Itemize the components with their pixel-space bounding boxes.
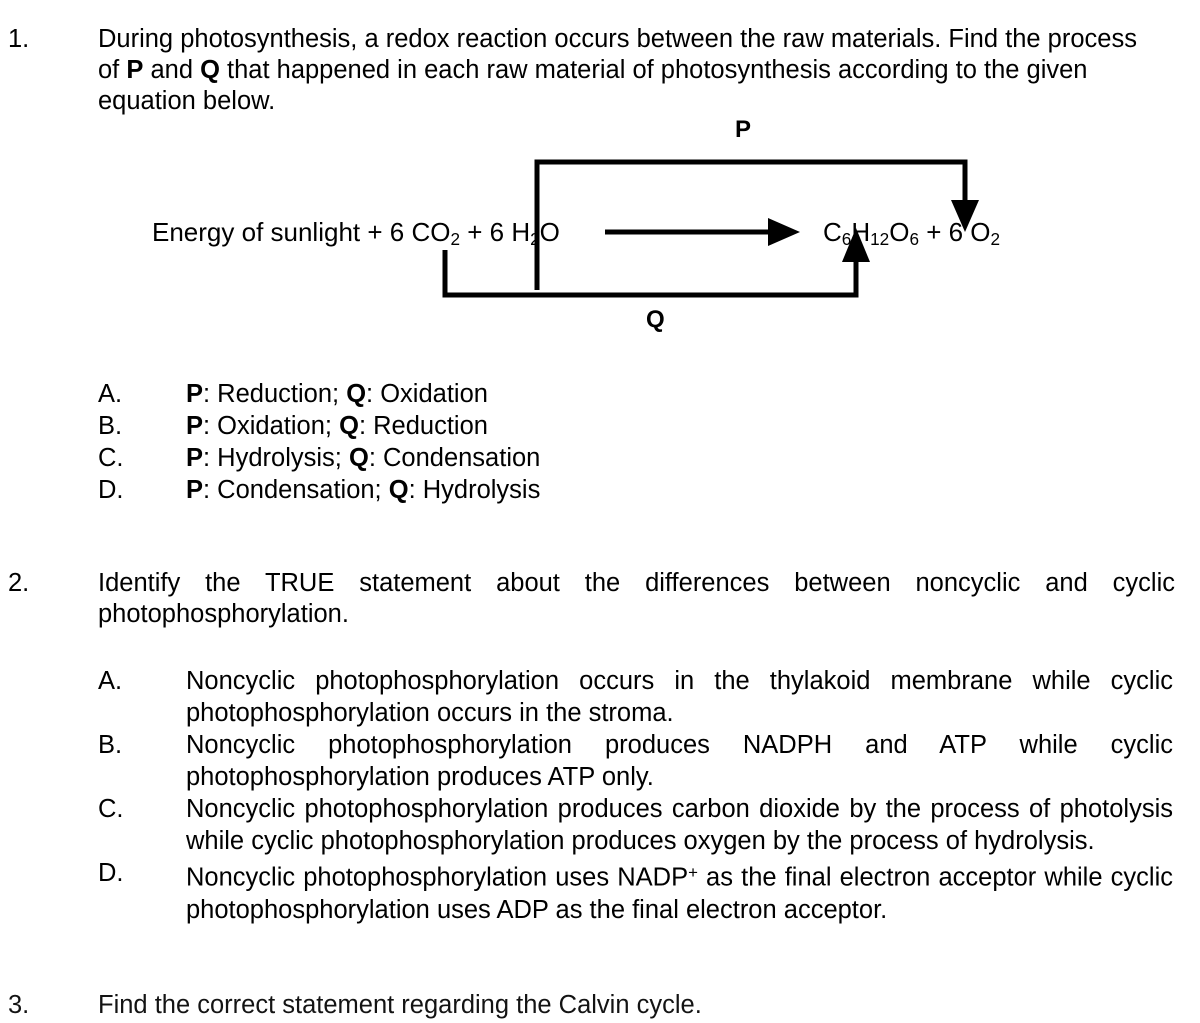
option-2-d[interactable] (98, 857, 1173, 926)
equation-reactants (152, 217, 560, 254)
option-2-d-post-sup: as the final electron acceptor while cyclic photophosphorylation uses ADP as the final electron acceptor. (186, 863, 1173, 924)
option-2-a[interactable] (98, 665, 1173, 729)
bracket-q-path (445, 250, 856, 295)
question-1-options (98, 378, 798, 506)
reactants-join: + 6 H (460, 217, 531, 247)
option-2-b[interactable] (98, 729, 1173, 793)
option-1-b-suffix: : Reduction (358, 412, 488, 440)
question-3-cutoff (0, 991, 1200, 1023)
option-1-b-bold-p: P (186, 412, 204, 440)
option-1-c-letter: C. (98, 444, 124, 472)
option-1-c-mid: : Hydrolysis; (203, 444, 349, 472)
option-1-d-bold-p: P (186, 476, 204, 504)
option-1-a-letter: A. (98, 380, 123, 408)
reactants-tail: O (539, 217, 560, 247)
option-2-d-superscript-plus: + (688, 863, 698, 882)
option-1-d-text (186, 474, 540, 506)
photosynthesis-equation-diagram (0, 110, 1200, 345)
question-1-stem-part-2: and (143, 56, 201, 84)
option-1-a-suffix: : Oxidation (366, 380, 488, 408)
option-2-d-letter: D. (98, 859, 124, 887)
option-1-a-mid: : Reduction; (203, 380, 347, 408)
equation-products (823, 217, 1000, 254)
option-2-b-text: Noncyclic photophosphorylation produces NADPH and ATP while cyclic photophosphorylation produces ATP only. (186, 731, 1173, 791)
label-p: P (735, 116, 752, 143)
products-o2-subscript: 2 (990, 228, 1001, 249)
option-2-c-text: Noncyclic photophosphorylation produces carbon dioxide by the process of photolysis while cyclic photophosphorylation produces oxygen by the process of hydrolysis. (186, 795, 1173, 855)
option-1-a-text (186, 378, 488, 410)
option-1-c-text (186, 442, 540, 474)
products-o-subscript: 6 (909, 228, 919, 249)
option-1-b-bold-q: Q (339, 412, 359, 440)
option-1-c-suffix: : Condensation (368, 444, 541, 472)
option-1-d-bold-q: Q (388, 476, 409, 504)
option-1-c[interactable] (98, 442, 798, 474)
question-2-number: 2. (8, 569, 30, 597)
option-2-d-pre-sup: Noncyclic photophosphorylation uses NADP (186, 863, 689, 892)
products-c-subscript: 6 (841, 228, 852, 249)
products-c: C (823, 217, 842, 247)
option-1-c-bold-p: P (186, 444, 204, 472)
question-1-stem-bold-q: Q (200, 56, 220, 84)
option-1-b-letter: B. (98, 412, 123, 440)
reactants-co2-subscript: 2 (450, 228, 460, 249)
question-1 (0, 24, 1160, 117)
option-1-b[interactable] (98, 410, 798, 442)
option-1-a[interactable] (98, 378, 798, 410)
question-2-options (98, 665, 1173, 926)
option-1-a-bold-p: P (186, 380, 204, 408)
reactants-h2o-subscript: 2 (530, 228, 540, 249)
reactants-lead: Energy of sunlight + 6 CO (152, 217, 451, 247)
question-1-stem (98, 24, 1160, 117)
question-1-stem-part-3: that happened in each raw material of photosynthesis according to the given equation below. (98, 56, 1088, 115)
question-1-stem-bold-p: P (126, 56, 144, 84)
reaction-arrow-head (768, 218, 800, 246)
question-1-stem-part-1: During photosynthesis, a redox reaction occurs between the raw materials. Find the process of (98, 25, 1137, 84)
option-1-d-mid: : Condensation; (203, 476, 389, 504)
option-2-a-letter: A. (98, 667, 123, 695)
option-1-d-letter: D. (98, 476, 124, 504)
option-2-a-text: Noncyclic photophosphorylation occurs in the thylakoid membrane while cyclic photophosphorylation occurs in the stroma. (186, 667, 1173, 727)
products-h-subscript: 12 (870, 228, 890, 249)
question-2 (0, 568, 1175, 630)
option-2-c-letter: C. (98, 795, 124, 823)
option-1-b-text (186, 410, 488, 442)
question-2-stem: Identify the TRUE statement about the differences between noncyclic and cyclic photophosphorylation. (98, 569, 1175, 628)
option-2-d-text (186, 857, 1173, 926)
option-2-b-letter: B. (98, 731, 123, 759)
label-q: Q (646, 306, 665, 333)
option-1-b-mid: : Oxidation; (203, 412, 340, 440)
products-o: O (889, 217, 910, 247)
option-1-c-bold-q: Q (348, 444, 369, 472)
question-1-number: 1. (8, 25, 30, 53)
products-tail: + 6 O (918, 217, 991, 247)
question-3-text: Find the correct statement regarding the Calvin cycle. (98, 991, 702, 1019)
products-h: H (851, 217, 871, 247)
option-1-a-bold-q: Q (346, 380, 367, 408)
question-3-number: 3. (8, 991, 30, 1019)
option-1-d[interactable] (98, 474, 798, 506)
option-1-d-suffix: : Hydrolysis (408, 476, 541, 504)
option-2-c[interactable] (98, 793, 1173, 857)
